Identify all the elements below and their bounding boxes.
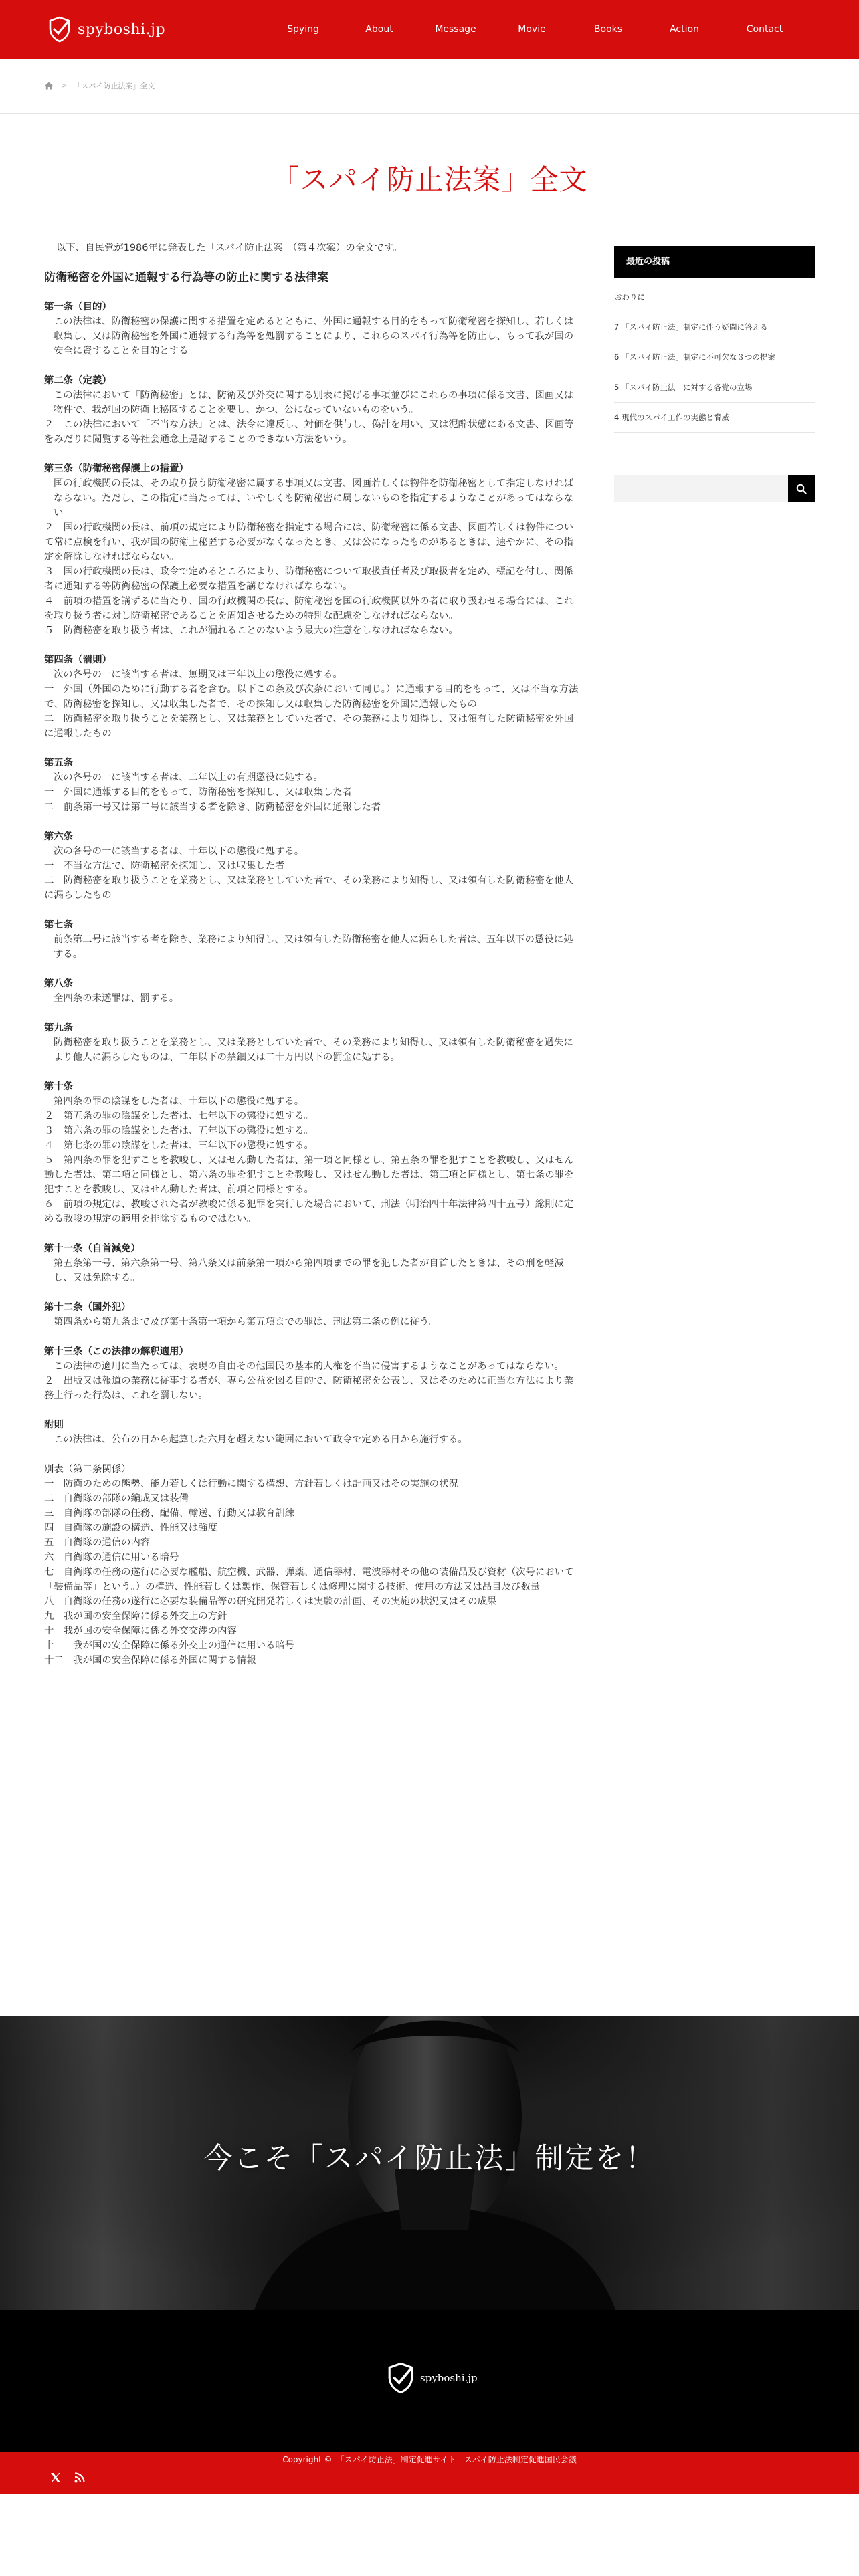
law-article [44,1418,579,1447]
law-article-heading: 第六条 [44,831,74,842]
article-intro: 以下、自民党が1986年に発表した「スパイ防止法案」（第４次案）の全文です。 [56,243,403,253]
page-title: 「スパイ防止法案」全文 [271,163,588,196]
law-article-text: 次の各号の一に該当する者は、二年以上の有期懲役に処する。 [54,772,323,783]
law-article [44,1462,579,1668]
law-article [44,918,579,962]
rss-icon[interactable] [74,2472,86,2484]
social-links [50,2472,98,2484]
law-article-text: 四 自衛隊の施設の構造、性能又は強度 [44,1523,218,1533]
recent-post-link[interactable]: 4 現代のスパイ工作の実態と脅威 [614,403,815,433]
law-article [44,976,579,1006]
main-nav [265,0,807,59]
cta-banner-text: 今こそ「スパイ防止法」制定を！ [203,2142,656,2175]
site-logo[interactable] [48,16,165,43]
law-article-text: 六 自衛隊の通信に用いる暗号 [44,1552,179,1563]
law-article-text: 国の行政機関の長は、その取り扱う防衛秘密に属する事項又は文書、図画若しくは物件を防衛秘密として指定しなければならない。ただし、この指定に当たっては、いやしくも防衛秘密に属しないものを指定するようなことがあってはならない。 [54,478,574,518]
law-article-text: 一 外国（外国のために行動する者を含む。以下この条及び次条において同じ。）に通報する目的をもって、又は不当な方法で、防衛秘密を探知し、又は収集した者で、その探知し又は収集した防衛秘密を外国に通報したもの [44,684,579,710]
law-article-text: 二 自衛隊の部隊の編成又は装備 [44,1493,189,1504]
cta-banner [0,2016,859,2310]
law-article-text: ５ 防衛秘密を取り扱う者は、これが漏れることのないよう最大の注意をしなければならない。 [44,625,458,636]
nav-item-books[interactable]: Books [593,24,623,35]
law-article [44,829,579,903]
law-article-text: ２ この法律において「不当な方法」とは、法令に違反し、対価を供与し、偽計を用い、又は泥酔状態にある文書、図画等をみだりに閲覧する等社会通念上是認することのできない方法をいう。 [44,419,574,445]
law-article-heading: 第二条（定義） [44,375,112,386]
law-article-text: 八 自衛隊の任務の遂行に必要な装備品等の研究開発若しくは実験の計画、その実施の状況又はその成果 [44,1596,497,1607]
recent-posts-list [614,288,815,433]
nav-item-about[interactable]: About [365,24,393,35]
law-article-text: 第四条の罪の陰謀をした者は、十年以下の懲役に処する。 [54,1096,304,1107]
law-article-text: 防衛秘密を取り扱うことを業務とし、又は業務としていた者で、その業務により知得し、又は領有した防衛秘密を過失により他人に漏らしたものは、二年以下の禁錮又は二十万円以下の罰金に処する。 [54,1037,573,1063]
copyright-bar [0,2452,859,2494]
law-article-text: 十一 我が国の安全保障に係る外交上の通信に用いる暗号 [44,1640,295,1651]
law-article-text: 次の各号の一に該当する者は、無期又は三年以上の懲役に処する。 [54,669,343,680]
law-article [44,373,579,447]
law-article-text: 二 防衛秘密を取り扱うことを業務とし、又は業務としていた者で、その業務により知得し、又は領有した防衛秘密を外国に通報したもの [44,714,574,739]
recent-post-link[interactable]: おわりに [614,288,815,312]
law-article-text: 三 自衛隊の部隊の任務、配備、輸送、行動又は教育訓練 [44,1508,295,1519]
recent-posts-title: 最近の投稿 [614,246,815,278]
law-article-heading: 第八条 [44,978,74,989]
shield-check-icon [387,2362,415,2394]
law-article-heading: 第七条 [44,920,74,930]
recent-post-link[interactable]: 6 「スパイ防止法」制定に不可欠な３つの提案 [614,342,815,372]
law-article-heading: 第十一条（自首減免） [44,1243,140,1254]
law-article-text: 次の各号の一に該当する者は、十年以下の懲役に処する。 [54,846,304,857]
law-article-heading: 第五条 [44,758,74,768]
law-article-text: ３ 国の行政機関の長は、政令で定めるところにより、防衛秘密について取扱責任者及び取扱者を定め、標記を付し、関係者に通知する等防衛秘密の保護上必要な措置を講じなければならない。 [44,566,573,592]
recent-post-link[interactable]: 7 「スパイ防止法」制定に伴う疑問に答える [614,312,815,342]
law-article-heading: 第三条（防衛秘密保護上の措置） [44,463,189,474]
law-article-text: 一 不当な方法で、防衛秘密を探知し、又は収集した者 [44,861,285,871]
law-article-text: 前条第二号に該当する者を除き、業務により知得し、又は領有した防衛秘密を他人に漏らした者は、五年以下の懲役に処する。 [54,934,573,960]
law-article-text: ３ 第六条の罪の陰謀をした者は、五年以下の懲役に処する。 [44,1125,314,1136]
law-article-text: ４ 前項の措置を講ずるに当たり、国の行政機関の長は、防衛秘密を国の行政機関以外の者に取り扱わせる場合には、これを取り扱う者に対し防衛秘密であることを周知させるための特別な配慮をしなければならない。 [44,596,574,621]
nav-item-contact[interactable]: Contact [746,24,783,35]
nav-item-action[interactable]: Action [670,24,699,35]
law-article-text: 十 我が国の安全保障に係る外交交渉の内容 [44,1626,237,1636]
site-name: spyboshi.jp [78,21,166,38]
law-article-text: ２ 出版又は報道の業務に従事する者が、専ら公益を図る目的で、防衛秘密を公表し、又はそのために正当な方法により業務上行った行為は、これを罰しない。 [44,1376,574,1401]
law-article [44,461,579,638]
breadcrumb [44,80,155,91]
law-article-text: 九 我が国の安全保障に係る外交上の方針 [44,1611,227,1622]
law-article [44,1241,579,1285]
search-button[interactable] [788,475,815,502]
chevron-right-icon: > [62,82,68,90]
law-article-heading: 第九条 [44,1023,74,1033]
article-body [44,241,579,1683]
law-title: 防衛秘密を外国に通報する行為等の防止に関する法律案 [44,271,328,284]
law-article-text: 七 自衛隊の任務の遂行に必要な艦船、航空機、武器、弾薬、通信器材、電波器材その他の装備品及び資材（次号において「装備品等」という。）の構造、性能若しくは製作、保管若しくは修理に関する技術、使用の方法又は品目及び数量 [44,1567,574,1592]
law-article-heading: 附則 [44,1420,64,1430]
law-article-text: この法律は、公布の日から起算した六月を超えない範囲において政令で定める日から施行する。 [54,1434,468,1445]
law-article-heading: 第十二条（国外犯） [44,1302,131,1313]
law-article-text: この法律において「防衛秘密」とは、防衛及び外交に関する別表に掲げる事項並びにこれらの事項に係る文書、図画又は物件で、我が国の防衛上秘匿することを要し、かつ、公になっていないものをいう。 [54,390,574,415]
search-input[interactable] [614,475,788,502]
law-article [44,653,579,741]
law-article [44,300,579,358]
law-article [44,1344,579,1403]
law-article-text: 一 防衛のための態勢、能力若しくは行動に関する構想、方針若しくは計画又はその実施の状況 [44,1479,458,1489]
site-header [0,0,859,59]
breadcrumb-current: 「スパイ防止法案」全文 [74,82,155,90]
breadcrumb-bar [0,59,859,114]
site-footer [0,2310,859,2452]
law-article-text: 第四条から第九条まで及び第十条第一項から第五項までの罪は、刑法第二条の例に従う。 [54,1317,439,1327]
copyright-text: Copyright © 「スパイ防止法」制定促進サイト｜スパイ防止法制定促進国民会議 [282,2455,577,2464]
law-article [44,756,579,815]
search-icon [796,484,807,494]
law-article-text: 一 外国に通報する目的をもって、防衛秘密を探知し、又は収集した者 [44,787,353,798]
law-article-text: 二 防衛秘密を取り扱うことを業務とし、又は業務としていた者で、その業務により知得し、又は領有した防衛秘密を他人に漏らしたもの [44,875,574,901]
law-article-heading: 第十三条（この法律の解釈適用） [44,1346,189,1357]
law-article-text: 二 前条第一号又は第二号に該当する者を除き、防衛秘密を外国に通報した者 [44,802,381,813]
nav-item-movie[interactable]: Movie [518,24,546,35]
law-article-text: ２ 第五条の罪の陰謀をした者は、七年以下の懲役に処する。 [44,1111,314,1121]
law-article-text: 五 自衛隊の通信の内容 [44,1537,151,1548]
law-article-text: 全四条の未遂罪は、罰する。 [54,993,179,1004]
recent-post-link[interactable]: 5 「スパイ防止法」に対する各党の立場 [614,372,815,403]
law-article-text: ２ 国の行政機関の長は、前項の規定により防衛秘密を指定する場合には、防衛秘密に係る文書、図画若しくは物件について常に点検を行い、我が国の防衛上秘匿する必要がなくなったとき、又は公になったものがあるときは、速やかに、その指定を解除しなければならない。 [44,522,574,562]
nav-item-message[interactable]: Message [435,24,476,35]
law-article-heading: 第一条（目的） [44,302,112,312]
law-article-text: この法律は、防衛秘密の保護に関する措置を定めるとともに、外国に通報する目的をもって防衛秘密を探知し、若しくは収集し、又は防衛秘密を外国に通報する行為等を処罰することにより、これらのスパイ行為等を防止し、もって我が国の安全に資することを目的とする。 [54,316,574,356]
law-article [44,1079,579,1226]
law-article [44,1300,579,1329]
law-article-text: この法律の適用に当たっては、表現の自由その他国民の基本的人権を不当に侵害するようなことがあってはならない。 [54,1361,564,1372]
law-article-heading: 第十条 [44,1081,74,1092]
search-form [614,475,815,502]
sidebar [614,246,815,502]
law-article-text: ６ 前項の規定は、教唆された者が教唆に係る犯罪を実行した場合において、刑法（明治四十年法律第四十五号）総則に定める教唆の規定の適用を排除するものではない。 [44,1199,574,1224]
nav-item-spying[interactable]: Spying [287,24,319,35]
law-article-text: ４ 第七条の罪の陰謀をした者は、三年以下の懲役に処する。 [44,1140,314,1151]
law-article [44,1021,579,1065]
law-article-heading: 第四条（罰則） [44,655,112,665]
law-article-text: 十二 我が国の安全保障に係る外国に関する情報 [44,1655,256,1666]
article-sections [44,300,579,1668]
footer-site-name: spyboshi.jp [420,2372,478,2384]
law-article-heading: 別表（第二条関係） [44,1464,131,1475]
law-article-text: 第五条第一号、第六条第一号、第八条又は前条第一項から第四項までの罪を犯した者が自首したときは、その刑を軽減し、又は免除する。 [54,1258,564,1283]
shield-check-icon [48,16,71,43]
home-icon[interactable] [44,81,54,90]
law-article-text: ５ 第四条の罪を犯すことを教唆し、又はせん動した者は、第一項と同様とし、第五条の罪を犯すことを教唆し、又はせん動した者は、第二項と同様とし、第六条の罪を犯すことを教唆し、又はせん動した者は、第三項と同様とし、第七条の罪を犯すことを教唆し、又はせん動した者は、前項と同様とする。 [44,1155,574,1195]
footer-logo[interactable] [387,2362,478,2394]
x-icon[interactable] [50,2472,62,2484]
